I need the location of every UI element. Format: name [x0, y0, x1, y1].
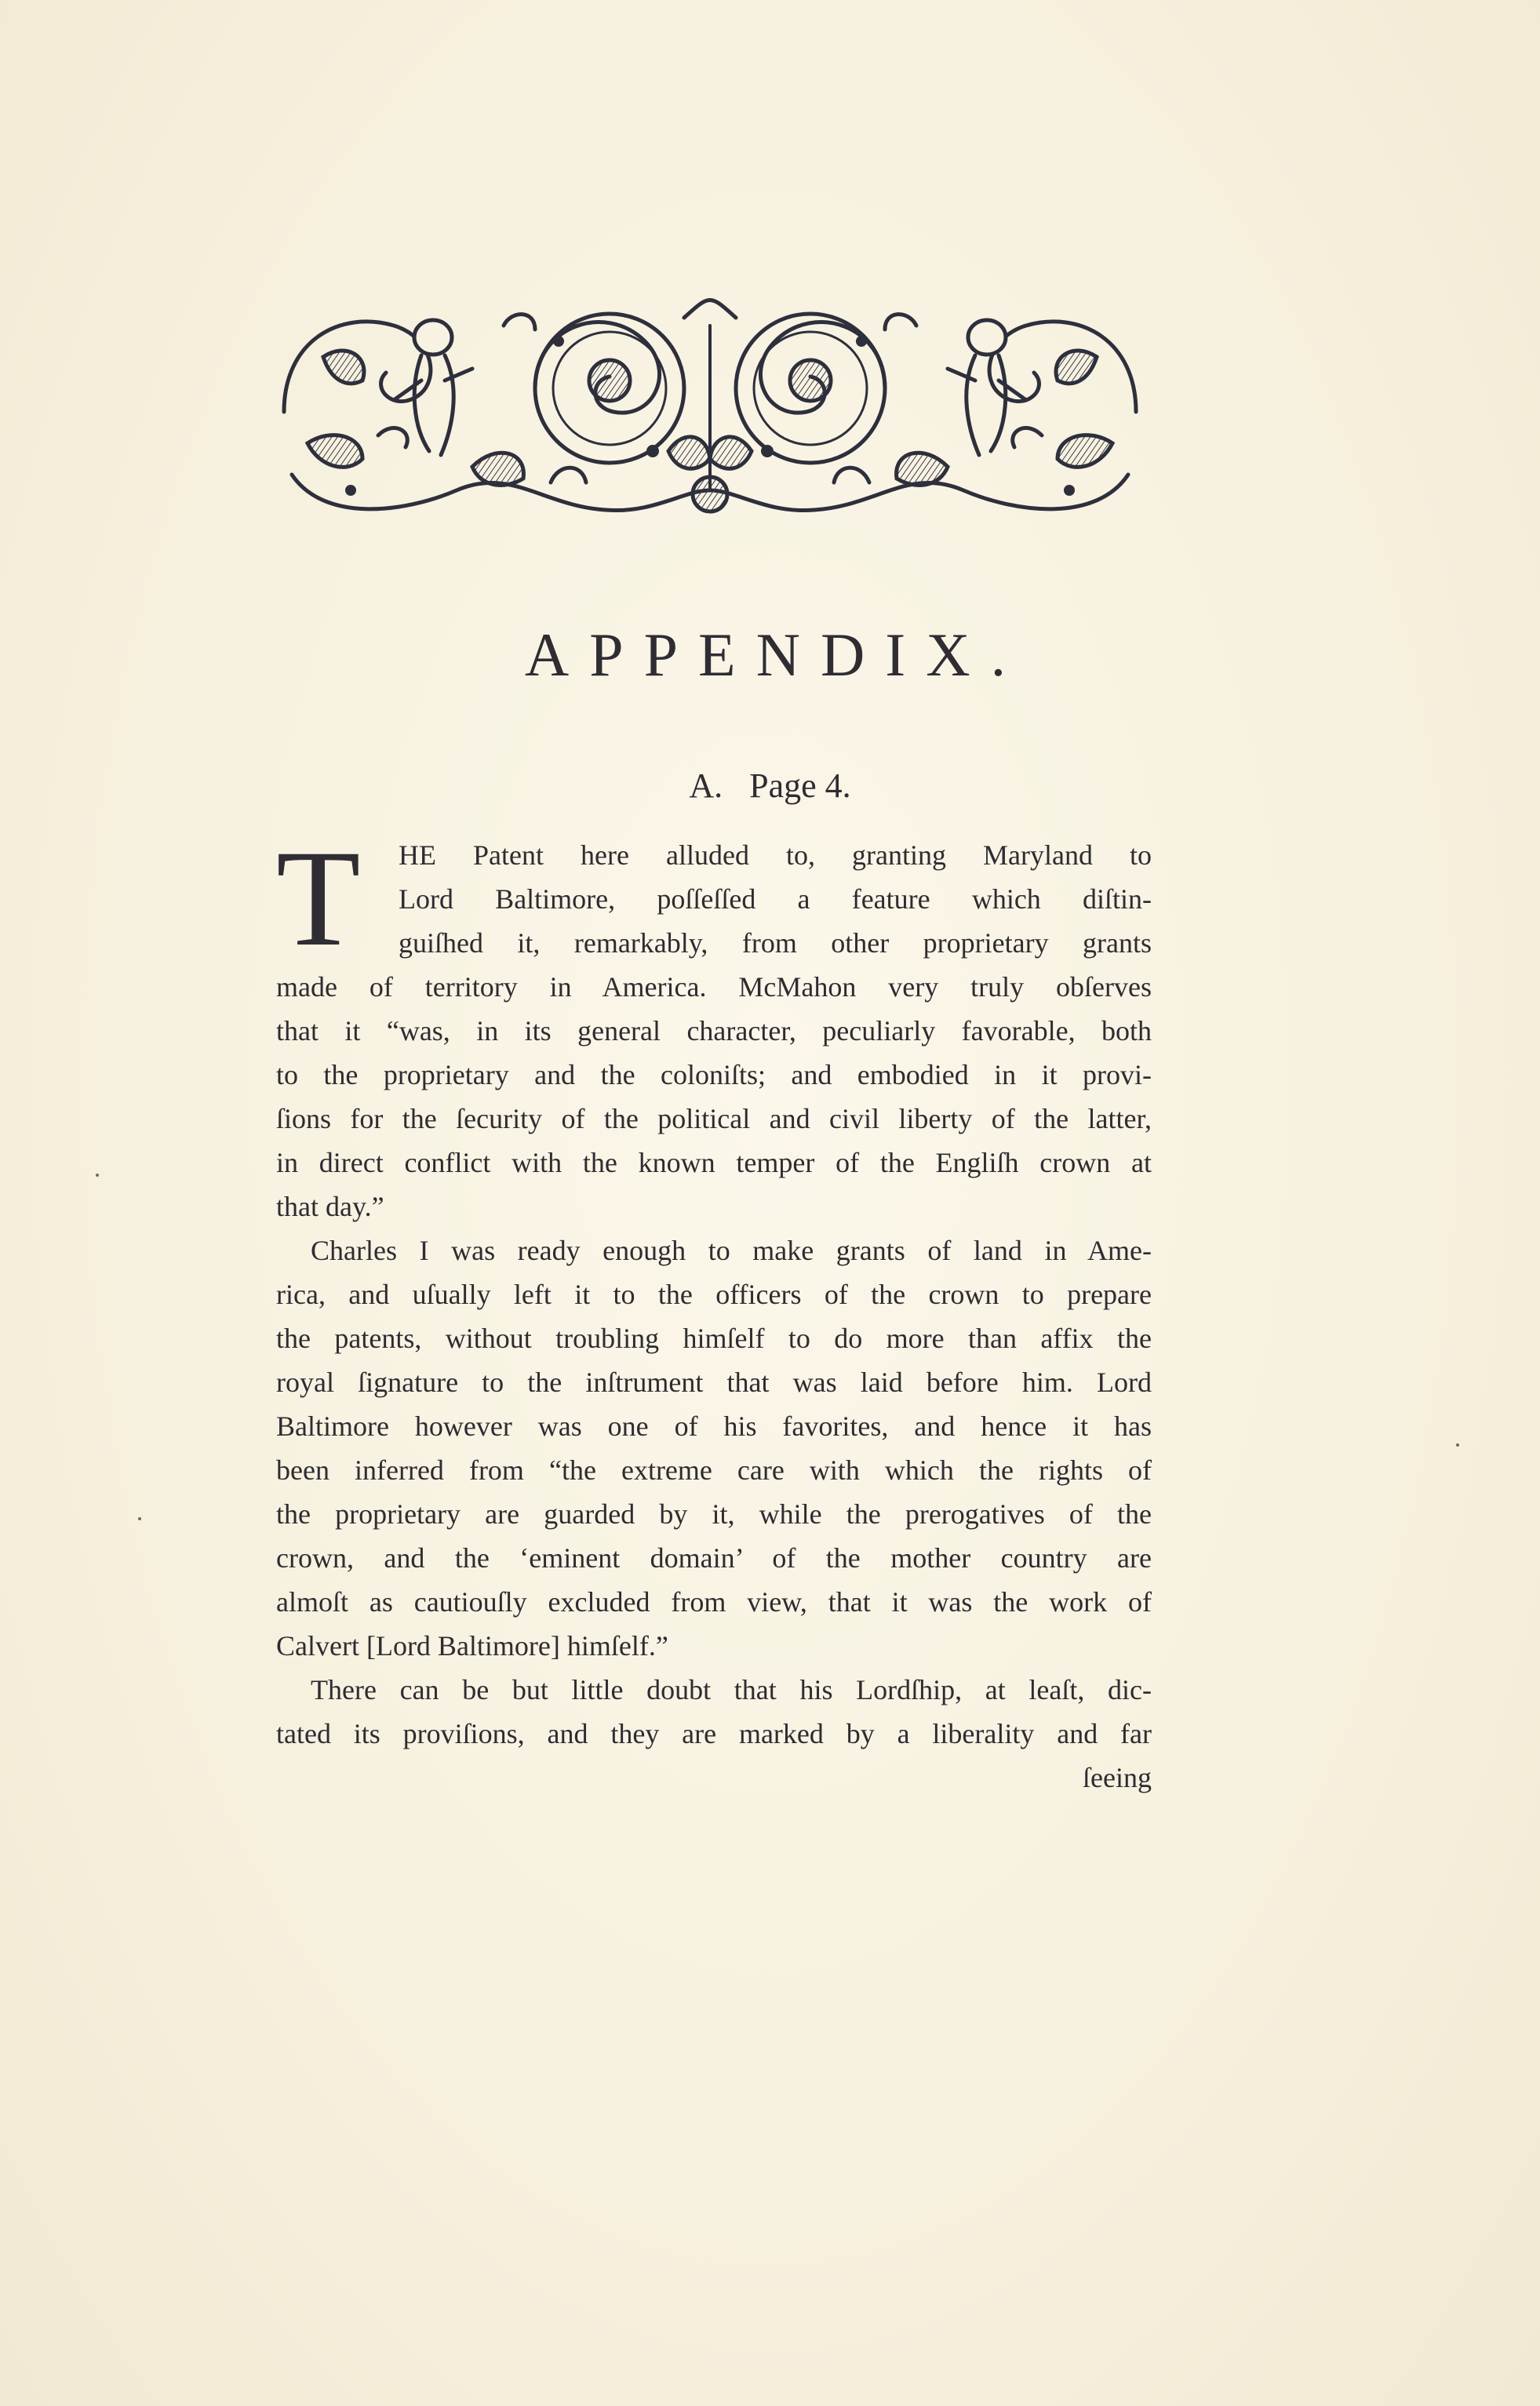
- text-line: Baltimore however was one of his favorites, and hence it has: [276, 1410, 1152, 1442]
- text-line: Calvert [Lord Baltimore] himſelf.”: [276, 1630, 668, 1662]
- text-line: ſions for the ſecurity of the political and civil liberty of the latter,: [276, 1103, 1152, 1134]
- text-line: There can be but little doubt that his Lordſhip, at leaſt, dic-: [311, 1674, 1152, 1705]
- text-line: royal ſignature to the inſtrument that was laid before him. Lord: [276, 1367, 1152, 1398]
- text-line: in direct conflict with the known temper of the Engliſh crown at: [276, 1147, 1152, 1178]
- paper-speck: [96, 1174, 99, 1177]
- section-page-reference: Page 4.: [749, 766, 851, 805]
- text-line: made of territory in America. McMahon very truly obſerves: [276, 971, 1152, 1003]
- text-line: Lord Baltimore, poſſeſſed a feature which diſtin-: [399, 883, 1152, 915]
- text-line: to the proprietary and the coloniſts; and embodied in it provi-: [276, 1059, 1152, 1090]
- text-line: guiſhed it, remarkably, from other proprietary grants: [399, 927, 1152, 959]
- floral-headpiece-ornament: [276, 294, 1144, 523]
- text-line: been inferred from “the extreme care with which the rights of: [276, 1454, 1152, 1486]
- text-line: the proprietary are guarded by it, while the prerogatives of the: [276, 1498, 1152, 1530]
- paper-speck: [138, 1517, 141, 1520]
- text-line: rica, and uſually left it to the officers of the crown to prepare: [276, 1279, 1152, 1310]
- section-letter: A.: [689, 766, 723, 805]
- drop-cap: T: [276, 822, 361, 975]
- text-line: that day.”: [276, 1191, 384, 1222]
- section-heading: [0, 766, 1540, 806]
- paper-speck: [1456, 1443, 1459, 1447]
- text-line: crown, and the ‘eminent domain’ of the mother country are: [276, 1542, 1152, 1574]
- appendix-body-text: [276, 822, 1152, 1800]
- page-title: APPENDIX.: [524, 621, 1027, 689]
- text-line: almoſt as cautiouſly excluded from view, that it was the work of: [276, 1586, 1152, 1618]
- text-line: HE Patent here alluded to, granting Maryland to: [399, 839, 1152, 871]
- text-line: Charles I was ready enough to make grants of land in Ame-: [311, 1235, 1152, 1266]
- catchword: ſeeing: [1083, 1762, 1152, 1793]
- text-line: the patents, without troubling himſelf to do more than affix the: [276, 1323, 1152, 1354]
- text-line: that it “was, in its general character, peculiarly favorable, both: [276, 1015, 1152, 1046]
- text-line: tated its proviſions, and they are marked by a liberality and far: [276, 1718, 1152, 1749]
